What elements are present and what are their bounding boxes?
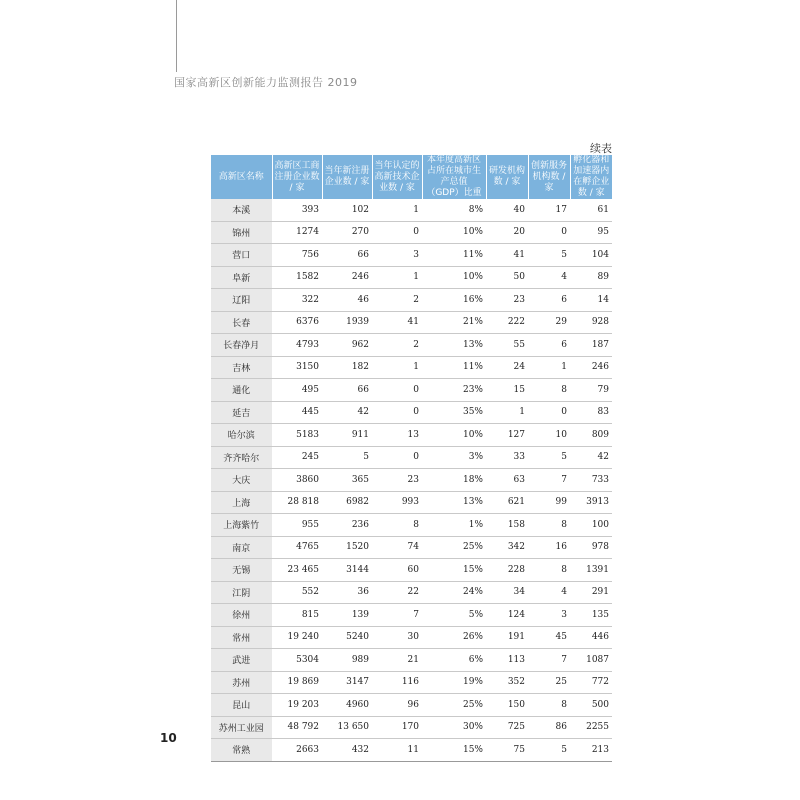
continued-label: 续表: [590, 142, 612, 155]
table-row: [211, 694, 612, 717]
table-cell: 95: [570, 221, 612, 244]
table-cell: 1274: [272, 221, 322, 244]
table-row: [211, 311, 612, 334]
table-cell: 432: [322, 739, 372, 762]
table-cell: 10: [528, 424, 570, 447]
table-cell: 3%: [422, 446, 486, 469]
table-cell: 962: [322, 334, 372, 357]
table-cell: 16%: [422, 289, 486, 312]
table-cell: 2: [372, 289, 422, 312]
table-cell: 3860: [272, 469, 322, 492]
table-cell: 40: [486, 199, 528, 221]
table-cell: 911: [322, 424, 372, 447]
table-cell: 733: [570, 469, 612, 492]
table-cell: 13 650: [322, 716, 372, 739]
table-cell: 5183: [272, 424, 322, 447]
table-cell: 11%: [422, 244, 486, 267]
table-row: [211, 716, 612, 739]
table-cell: 4765: [272, 536, 322, 559]
zone-name-cell: 昆山: [211, 694, 272, 717]
table-cell: 0: [528, 401, 570, 424]
zone-name-cell: 南京: [211, 536, 272, 559]
table-cell: 41: [372, 311, 422, 334]
table-cell: 3150: [272, 356, 322, 379]
table-cell: 5: [322, 446, 372, 469]
zone-name-cell: 营口: [211, 244, 272, 267]
table-cell: 1: [372, 199, 422, 221]
table-cell: 621: [486, 491, 528, 514]
table-cell: 0: [372, 446, 422, 469]
table-cell: 6982: [322, 491, 372, 514]
table-cell: 8: [372, 514, 422, 537]
table-cell: 245: [272, 446, 322, 469]
table-cell: 75: [486, 739, 528, 762]
table-cell: 86: [528, 716, 570, 739]
table-cell: 4960: [322, 694, 372, 717]
table-cell: 8: [528, 514, 570, 537]
table-cell: 34: [486, 581, 528, 604]
table-row: [211, 356, 612, 379]
table-cell: 989: [322, 649, 372, 672]
table-cell: 170: [372, 716, 422, 739]
table-cell: 30%: [422, 716, 486, 739]
table-cell: 4: [528, 581, 570, 604]
zone-name-cell: 阜新: [211, 266, 272, 289]
table-cell: 36: [322, 581, 372, 604]
table-cell: 1: [486, 401, 528, 424]
zone-name-cell: 武进: [211, 649, 272, 672]
data-table: [211, 155, 612, 762]
table-cell: 29: [528, 311, 570, 334]
table-row: [211, 536, 612, 559]
table-cell: 0: [372, 401, 422, 424]
table-cell: 14: [570, 289, 612, 312]
table-cell: 291: [570, 581, 612, 604]
table-cell: 79: [570, 379, 612, 402]
table-cell: 6%: [422, 649, 486, 672]
table-cell: 500: [570, 694, 612, 717]
table-row: [211, 581, 612, 604]
zone-name-cell: 常熟: [211, 739, 272, 762]
table-cell: 1%: [422, 514, 486, 537]
table-cell: 30: [372, 626, 422, 649]
table-cell: 756: [272, 244, 322, 267]
column-header: 创新服务机构数 / 家: [528, 155, 570, 199]
table-cell: 23: [486, 289, 528, 312]
table-cell: 4793: [272, 334, 322, 357]
table-cell: 1582: [272, 266, 322, 289]
table-cell: 1087: [570, 649, 612, 672]
column-header: 高新区工商注册企业数 / 家: [272, 155, 322, 199]
table-cell: 1520: [322, 536, 372, 559]
column-header: 研发机构数 / 家: [486, 155, 528, 199]
table-cell: 246: [322, 266, 372, 289]
table-cell: 342: [486, 536, 528, 559]
table-cell: 55: [486, 334, 528, 357]
table-cell: 20: [486, 221, 528, 244]
table-cell: 89: [570, 266, 612, 289]
table-cell: 0: [528, 221, 570, 244]
table-row: [211, 626, 612, 649]
table-cell: 322: [272, 289, 322, 312]
table-cell: 19%: [422, 671, 486, 694]
table-cell: 45: [528, 626, 570, 649]
table-cell: 46: [322, 289, 372, 312]
table-row: [211, 469, 612, 492]
table-cell: 100: [570, 514, 612, 537]
table-cell: 1: [372, 266, 422, 289]
table-cell: 0: [372, 379, 422, 402]
table-row: [211, 266, 612, 289]
table-cell: 127: [486, 424, 528, 447]
table-cell: 15: [486, 379, 528, 402]
zone-name-cell: 苏州工业园: [211, 716, 272, 739]
table-row: [211, 604, 612, 627]
table-cell: 955: [272, 514, 322, 537]
table-cell: 5304: [272, 649, 322, 672]
table-cell: 23: [372, 469, 422, 492]
table-cell: 6: [528, 289, 570, 312]
table-cell: 8: [528, 379, 570, 402]
zone-name-cell: 上海紫竹: [211, 514, 272, 537]
table-cell: 7: [528, 649, 570, 672]
margin-rule: [176, 0, 177, 72]
table-cell: 25%: [422, 694, 486, 717]
table-row: [211, 199, 612, 221]
table-cell: 24%: [422, 581, 486, 604]
table-cell: 1939: [322, 311, 372, 334]
table-cell: 42: [322, 401, 372, 424]
table-cell: 8: [528, 694, 570, 717]
table-row: [211, 671, 612, 694]
table-cell: 25: [528, 671, 570, 694]
table-cell: 3913: [570, 491, 612, 514]
table-cell: 48 792: [272, 716, 322, 739]
table-cell: 8: [528, 559, 570, 582]
table-cell: 191: [486, 626, 528, 649]
table-cell: 16: [528, 536, 570, 559]
table-cell: 124: [486, 604, 528, 627]
table-cell: 2: [372, 334, 422, 357]
table-cell: 5%: [422, 604, 486, 627]
table-cell: 0: [372, 221, 422, 244]
table-cell: 42: [570, 446, 612, 469]
table-cell: 10%: [422, 266, 486, 289]
table-cell: 725: [486, 716, 528, 739]
table-cell: 236: [322, 514, 372, 537]
table-cell: 26%: [422, 626, 486, 649]
table-cell: 23%: [422, 379, 486, 402]
table-cell: 222: [486, 311, 528, 334]
table-cell: 7: [372, 604, 422, 627]
table-cell: 74: [372, 536, 422, 559]
zone-name-cell: 哈尔滨: [211, 424, 272, 447]
table-cell: 6376: [272, 311, 322, 334]
table-cell: 63: [486, 469, 528, 492]
table-cell: 113: [486, 649, 528, 672]
zone-name-cell: 延吉: [211, 401, 272, 424]
table-cell: 104: [570, 244, 612, 267]
table-cell: 3144: [322, 559, 372, 582]
table-cell: 809: [570, 424, 612, 447]
table-cell: 2663: [272, 739, 322, 762]
table-cell: 4: [528, 266, 570, 289]
column-header: 本年度高新区占所在城市生产总值（GDP）比重: [422, 155, 486, 199]
table-cell: 187: [570, 334, 612, 357]
table-cell: 213: [570, 739, 612, 762]
table-row: [211, 739, 612, 762]
table-cell: 2255: [570, 716, 612, 739]
table-cell: 13: [372, 424, 422, 447]
table-cell: 5240: [322, 626, 372, 649]
table-cell: 10%: [422, 424, 486, 447]
table-cell: 5: [528, 446, 570, 469]
table-cell: 365: [322, 469, 372, 492]
table-cell: 182: [322, 356, 372, 379]
table-row: [211, 491, 612, 514]
table-cell: 135: [570, 604, 612, 627]
table-cell: 7: [528, 469, 570, 492]
table-cell: 978: [570, 536, 612, 559]
table-cell: 552: [272, 581, 322, 604]
table-cell: 3147: [322, 671, 372, 694]
zone-name-cell: 本溪: [211, 199, 272, 221]
table-cell: 19 240: [272, 626, 322, 649]
zone-name-cell: 通化: [211, 379, 272, 402]
zone-name-cell: 吉林: [211, 356, 272, 379]
table-cell: 5: [528, 739, 570, 762]
table-cell: 61: [570, 199, 612, 221]
table-cell: 15%: [422, 559, 486, 582]
table-cell: 116: [372, 671, 422, 694]
table-row: [211, 401, 612, 424]
table-cell: 25%: [422, 536, 486, 559]
table-cell: 33: [486, 446, 528, 469]
table-row: [211, 559, 612, 582]
table-cell: 35%: [422, 401, 486, 424]
zone-name-cell: 江阴: [211, 581, 272, 604]
table-cell: 66: [322, 244, 372, 267]
table-cell: 393: [272, 199, 322, 221]
column-header: 孵化器和加速器内在孵企业数 / 家: [570, 155, 612, 199]
table-row: [211, 379, 612, 402]
table-cell: 19 869: [272, 671, 322, 694]
table-cell: 8%: [422, 199, 486, 221]
zone-name-cell: 苏州: [211, 671, 272, 694]
table-cell: 102: [322, 199, 372, 221]
table-row: [211, 244, 612, 267]
table-cell: 228: [486, 559, 528, 582]
table-cell: 5: [528, 244, 570, 267]
table-cell: 50: [486, 266, 528, 289]
table-cell: 19 203: [272, 694, 322, 717]
table-cell: 15%: [422, 739, 486, 762]
table-cell: 10%: [422, 221, 486, 244]
table-row: [211, 221, 612, 244]
zone-name-cell: 无锡: [211, 559, 272, 582]
table-cell: 11%: [422, 356, 486, 379]
table-cell: 21%: [422, 311, 486, 334]
table-cell: 158: [486, 514, 528, 537]
table-cell: 17: [528, 199, 570, 221]
running-header: 国家高新区创新能力监测报告 2019: [174, 76, 358, 89]
table-cell: 3: [528, 604, 570, 627]
column-header: 高新区名称: [211, 155, 272, 199]
table-cell: 18%: [422, 469, 486, 492]
zone-name-cell: 齐齐哈尔: [211, 446, 272, 469]
header-row: [211, 155, 612, 199]
table-cell: 3: [372, 244, 422, 267]
table-cell: 446: [570, 626, 612, 649]
table-cell: 60: [372, 559, 422, 582]
table-cell: 150: [486, 694, 528, 717]
table-cell: 83: [570, 401, 612, 424]
table-row: [211, 446, 612, 469]
table-row: [211, 514, 612, 537]
table-cell: 815: [272, 604, 322, 627]
table-cell: 928: [570, 311, 612, 334]
table-cell: 246: [570, 356, 612, 379]
table-cell: 6: [528, 334, 570, 357]
table-cell: 41: [486, 244, 528, 267]
table-cell: 11: [372, 739, 422, 762]
table-row: [211, 289, 612, 312]
table-cell: 99: [528, 491, 570, 514]
zone-name-cell: 大庆: [211, 469, 272, 492]
table-row: [211, 334, 612, 357]
table-cell: 13%: [422, 334, 486, 357]
column-header: 当年新注册企业数 / 家: [322, 155, 372, 199]
table-cell: 1: [372, 356, 422, 379]
table-cell: 772: [570, 671, 612, 694]
table-cell: 22: [372, 581, 422, 604]
table-cell: 23 465: [272, 559, 322, 582]
table-cell: 96: [372, 694, 422, 717]
table-cell: 1: [528, 356, 570, 379]
table-cell: 13%: [422, 491, 486, 514]
table-cell: 24: [486, 356, 528, 379]
table-cell: 445: [272, 401, 322, 424]
column-header: 当年认定的高新技术企业数 / 家: [372, 155, 422, 199]
table-cell: 352: [486, 671, 528, 694]
table-cell: 28 818: [272, 491, 322, 514]
zone-name-cell: 长春: [211, 311, 272, 334]
zone-name-cell: 长春净月: [211, 334, 272, 357]
table-cell: 1391: [570, 559, 612, 582]
page-number: 10: [160, 731, 177, 745]
zone-name-cell: 上海: [211, 491, 272, 514]
zone-name-cell: 徐州: [211, 604, 272, 627]
table-cell: 993: [372, 491, 422, 514]
table-cell: 21: [372, 649, 422, 672]
zone-name-cell: 辽阳: [211, 289, 272, 312]
table-row: [211, 649, 612, 672]
table-cell: 66: [322, 379, 372, 402]
table-cell: 139: [322, 604, 372, 627]
zone-name-cell: 锦州: [211, 221, 272, 244]
table-cell: 270: [322, 221, 372, 244]
table-row: [211, 424, 612, 447]
zone-name-cell: 常州: [211, 626, 272, 649]
table-cell: 495: [272, 379, 322, 402]
